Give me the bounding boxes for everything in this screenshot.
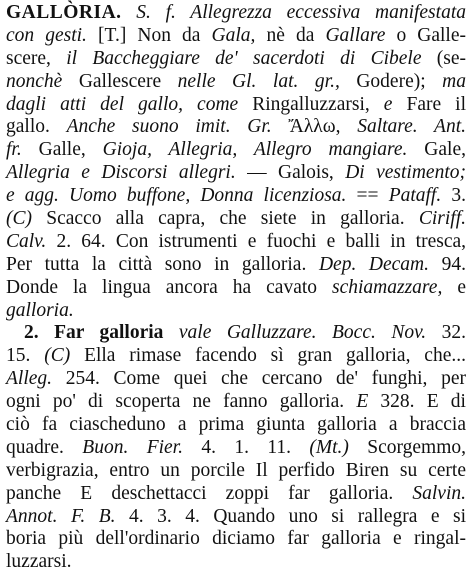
text-run: Di vestimento;	[345, 162, 466, 184]
text-run: Ella rimase facendo sì gran galloria, che...	[70, 345, 466, 367]
text-run: ==	[346, 185, 389, 207]
text-run: 32.	[426, 322, 467, 344]
text-line	[6, 414, 466, 437]
text-line	[6, 208, 466, 231]
text-run: nonchè	[6, 70, 63, 92]
text-line	[6, 368, 466, 391]
headword: GALLÒRIA.	[6, 2, 122, 23]
text-run: ma	[442, 70, 466, 92]
text-run: il Baccheggiare de' sacerdoti di Cibele	[66, 47, 422, 69]
text-run: 4. 1. 11.	[182, 436, 310, 458]
text-line	[6, 139, 466, 162]
text-run: 94.	[429, 253, 467, 275]
text-run: Pataff.	[388, 185, 442, 207]
text-run: Annot. F. B.	[6, 505, 116, 527]
text-run: Salvin.	[412, 482, 466, 504]
text-run: (se-	[421, 47, 466, 69]
text-run: nè da	[255, 24, 326, 46]
text-run: Ciriff.	[418, 208, 466, 230]
text-line	[6, 116, 466, 139]
text-line	[6, 94, 466, 117]
dictionary-entry	[6, 2, 466, 574]
text-run: fr.	[6, 139, 22, 161]
sense-heading: 2. Far galloria	[24, 322, 164, 344]
text-run: ciò fa ciascheduno a prima giunta galloria a braccia	[6, 414, 466, 436]
text-run: 328. E di	[368, 391, 466, 413]
text-run: verbigrazia, entro un porcile Il perfido Biren su certe	[6, 459, 466, 481]
text-run: e	[442, 276, 466, 298]
text-line	[6, 300, 466, 323]
text-line	[6, 460, 466, 483]
text-run: Gallare	[325, 24, 386, 46]
text-line	[6, 277, 466, 300]
text-run: nelle Gl. lat. gr.,	[177, 70, 340, 92]
text-run: con gesti.	[6, 24, 87, 46]
text-run: Scacco alla capra, che siete in galloria.	[32, 208, 419, 230]
text-run: 2. 64. Con istrumenti e fuochi e balli in tresca,	[46, 230, 466, 252]
text-run: dagli atti del gallo, come	[6, 93, 239, 115]
text-run: Saltare. Ant.	[357, 116, 466, 138]
greek-word: Ἄλλω,	[271, 116, 358, 138]
text-run: e agg. Uomo buffone, Donna licenziosa.	[6, 185, 347, 207]
text-run: Fare il	[392, 93, 467, 115]
text-line	[6, 2, 466, 25]
text-run: Per tutta la città sono in galloria.	[6, 253, 319, 275]
text-line	[6, 528, 466, 551]
text-line	[6, 322, 466, 345]
text-run: [T.] Non da	[86, 24, 212, 46]
text-run: Scorgemmo,	[348, 436, 466, 458]
text-line	[6, 71, 466, 94]
text-run: Dep. Decam.	[318, 253, 430, 275]
text-line	[6, 185, 466, 208]
text-run: Buon. Fier.	[82, 436, 183, 458]
text-run: Donde la lingua ancora ha cavato	[6, 276, 333, 298]
text-run: Godere);	[339, 70, 443, 92]
text-run: Gala,	[211, 24, 256, 46]
text-run: gallo.	[6, 116, 67, 138]
text-run: galloria.	[6, 299, 74, 321]
text-line	[6, 345, 466, 368]
text-line	[6, 391, 466, 414]
text-line	[6, 162, 466, 185]
text-run: 254. Come quei che cercano de' funghi, per	[52, 368, 466, 390]
text-run: Gale,	[407, 139, 466, 161]
text-line	[6, 483, 466, 506]
text-run: — Galois,	[235, 162, 346, 184]
text-run: 3.	[441, 185, 466, 207]
text-run: E	[356, 391, 369, 413]
text-run: o Galle-	[385, 24, 466, 46]
text-run: Gioja, Allegria, Allegro mangiare.	[102, 139, 408, 161]
text-run: boria più dell'ordinario diciamo far galloria e ringal-	[6, 528, 466, 550]
text-run: luzzarsi.	[6, 551, 72, 573]
text-line	[6, 25, 466, 48]
text-run: quadre.	[6, 436, 83, 458]
text-line	[6, 231, 466, 254]
text-run: Ringalluzzarsi,	[238, 93, 384, 115]
text-line	[6, 254, 466, 277]
text-run: Gallescere	[62, 70, 178, 92]
text-line	[6, 551, 466, 574]
text-run: S. f. Allegrezza eccessiva manifestata	[121, 2, 466, 23]
text-run: Alleg.	[6, 368, 53, 390]
text-run: (Mt.)	[309, 436, 349, 458]
text-run: 4. 3. 4. Quando uno si rallegra e si	[115, 505, 466, 527]
text-run: e	[383, 93, 393, 115]
text-line	[6, 437, 466, 460]
text-run: Anche suono imit. Gr.	[66, 116, 272, 138]
text-run: (C)	[6, 208, 32, 230]
text-run: scere,	[6, 47, 67, 69]
text-run: 15.	[6, 345, 45, 367]
text-line	[6, 48, 466, 71]
text-run: Allegria e Discorsi allegri.	[6, 162, 236, 184]
text-run: vale Galluzzare. Bocc. Nov.	[163, 322, 427, 344]
text-run: schiamazzare,	[332, 276, 443, 298]
text-run: Galle,	[21, 139, 103, 161]
text-run: (C)	[44, 345, 71, 367]
text-line	[6, 506, 466, 529]
text-run: Calv.	[6, 230, 47, 252]
text-run: panche E deschettacci zoppi far galloria.	[6, 482, 413, 504]
text-run: ogni po' di scoperta ne fanno galloria.	[6, 391, 357, 413]
